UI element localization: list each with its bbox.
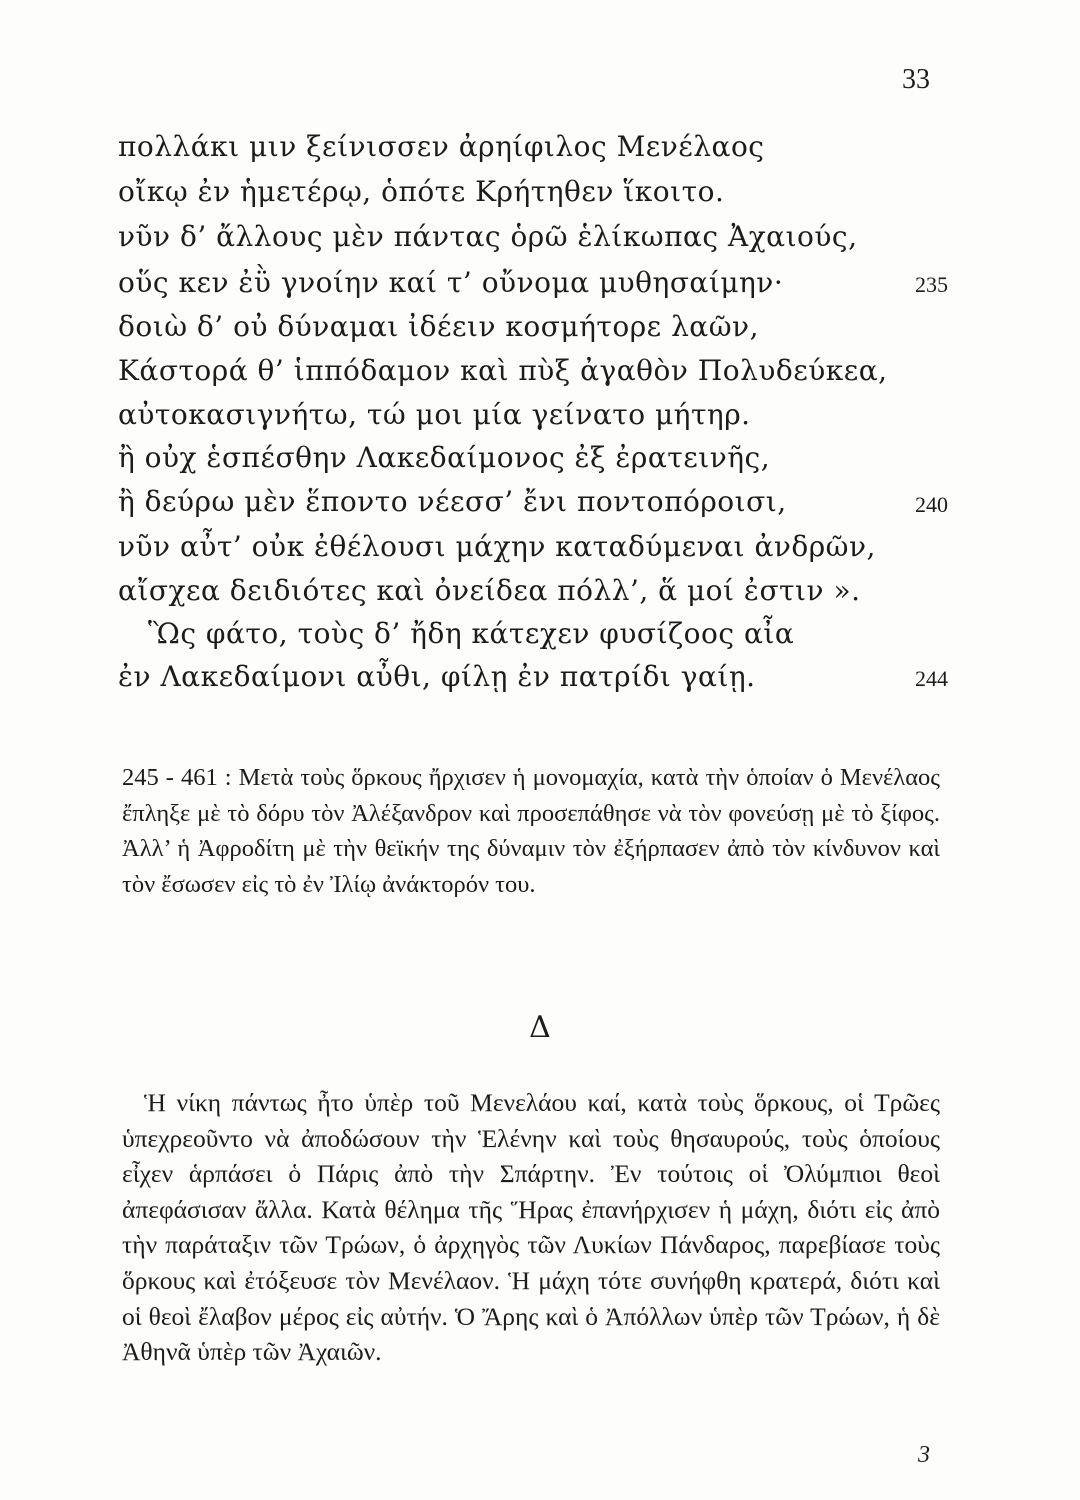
signature-mark: 3 (918, 1442, 930, 1468)
verse-line: ἢ οὐχ ἑσπέσθην Λακεδαίμονος ἐξ ἐρατεινῆς, (118, 441, 771, 474)
verse-line: οὕς κεν ἐῢ γνοίην καί τ’ οὔνομα μυθησαίμην· (118, 266, 784, 299)
chapter-paragraph: Ἡ νίκη πάντως ἦτο ὑπὲρ τοῦ Μενελάου καί, κατὰ τοὺς ὅρκους, οἱ Τρῶες ὑπεχρεοῦντο νὰ ἀποδώσουν τὴν Ἑλένην καὶ τοὺς θησαυρούς, τοὺς ὁποίους εἶχεν ἁρπάσει ὁ Πάρις ἀπὸ τὴν Σπάρτην. Ἐν τούτοις οἱ Ὀλύμπιοι θεοὶ ἀπεφάσισαν ἄλλα. Κατὰ θέλημα τῆς Ἥρας ἐπανήρχισεν ἡ μάχη, διότι εἰς ἀπὸ τὴν παράταξιν τῶν Τρώων, ὁ ἀρχηγὸς τῶν Λυκίων Πάνδαρος, παρεβίασε τοὺς ὅρκους καὶ ἐτόξευσε τὸν Μενέλαον. Ἡ μάχη τότε συνήφθη κρατερά, διότι καὶ οἱ θεοὶ ἔλαβον μέρος εἰς αὐτήν. Ὁ Ἄρης καὶ ὁ Ἀπόλλων ὑπὲρ τῶν Τρώων, ἡ δὲ Ἀθηνᾶ ὑπὲρ τῶν Ἀχαιῶν. (122, 1088, 940, 1367)
verse-line: πολλάκι μιν ξείνισσεν ἀρηίφιλος Μενέλαος (118, 130, 765, 163)
verse-line: δοιὼ δ’ οὐ δύναμαι ἰδέειν κοσμήτορε λαῶν, (118, 310, 759, 343)
verse-line: αἴσχεα δειδιότες καὶ ὀνείδεα πόλλ’, ἅ μοί ἐστιν ». (118, 574, 861, 607)
verse-line: ἐν Λακεδαίμονι αὖθι, φίλῃ ἐν πατρίδι γαίῃ. (118, 660, 756, 693)
line-number: 244 (915, 666, 948, 691)
summary-text: 245 - 461 : Μετὰ τοὺς ὅρκους ἤρχισεν ἡ μονομαχία, κατὰ τὴν ὁποίαν ὁ Μενέλαος ἔπληξε μὲ τὸ δόρυ τὸν Ἀλέξανδρον καὶ προσεπάθησε νὰ τὸν φονεύσῃ μὲ τὸ ξίφος. Ἀλλ’ ἡ Ἀφροδίτη μὲ τὴν θεϊκήν της δύναμιν τὸν ἐξήρπασεν ἀπὸ τὸν κίνδυνον καὶ τὸν ἔσωσεν εἰς τὸ ἐν Ἰλίῳ ἀνάκτορόν του. (122, 764, 940, 898)
chapter-body (122, 1085, 940, 1370)
verse-line: νῦν δ’ ἄλλους μὲν πάντας ὁρῶ ἑλίκωπας Ἀχαιούς, (118, 220, 858, 253)
line-number: 240 (915, 492, 948, 517)
page-number: 33 (902, 64, 930, 95)
verse-line: αὐτοκασιγνήτω, τώ μοι μία γείνατο μήτηρ. (118, 398, 751, 431)
summary-paragraph (122, 760, 940, 902)
verse-line: Ὣς φάτο, τοὺς δ’ ἤδη κάτεχεν φυσίζοος αἶα (148, 617, 795, 650)
chapter-heading: Δ (529, 1010, 551, 1045)
verse-line: οἴκῳ ἐν ἡμετέρῳ, ὁπότε Κρήτηθεν ἵκοιτο. (118, 175, 725, 208)
verse-line: νῦν αὖτ’ οὐκ ἐθέλουσι μάχην καταδύμεναι ἀνδρῶν, (118, 530, 876, 563)
verse-line: ἢ δεύρω μὲν ἕποντο νέεσσ’ ἔνι ποντοπόροισι, (118, 485, 787, 518)
verse-line: Κάστορά θ’ ἱππόδαμον καὶ πὺξ ἀγαθὸν Πολυδεύκεα, (118, 354, 888, 387)
line-number: 235 (915, 272, 948, 297)
